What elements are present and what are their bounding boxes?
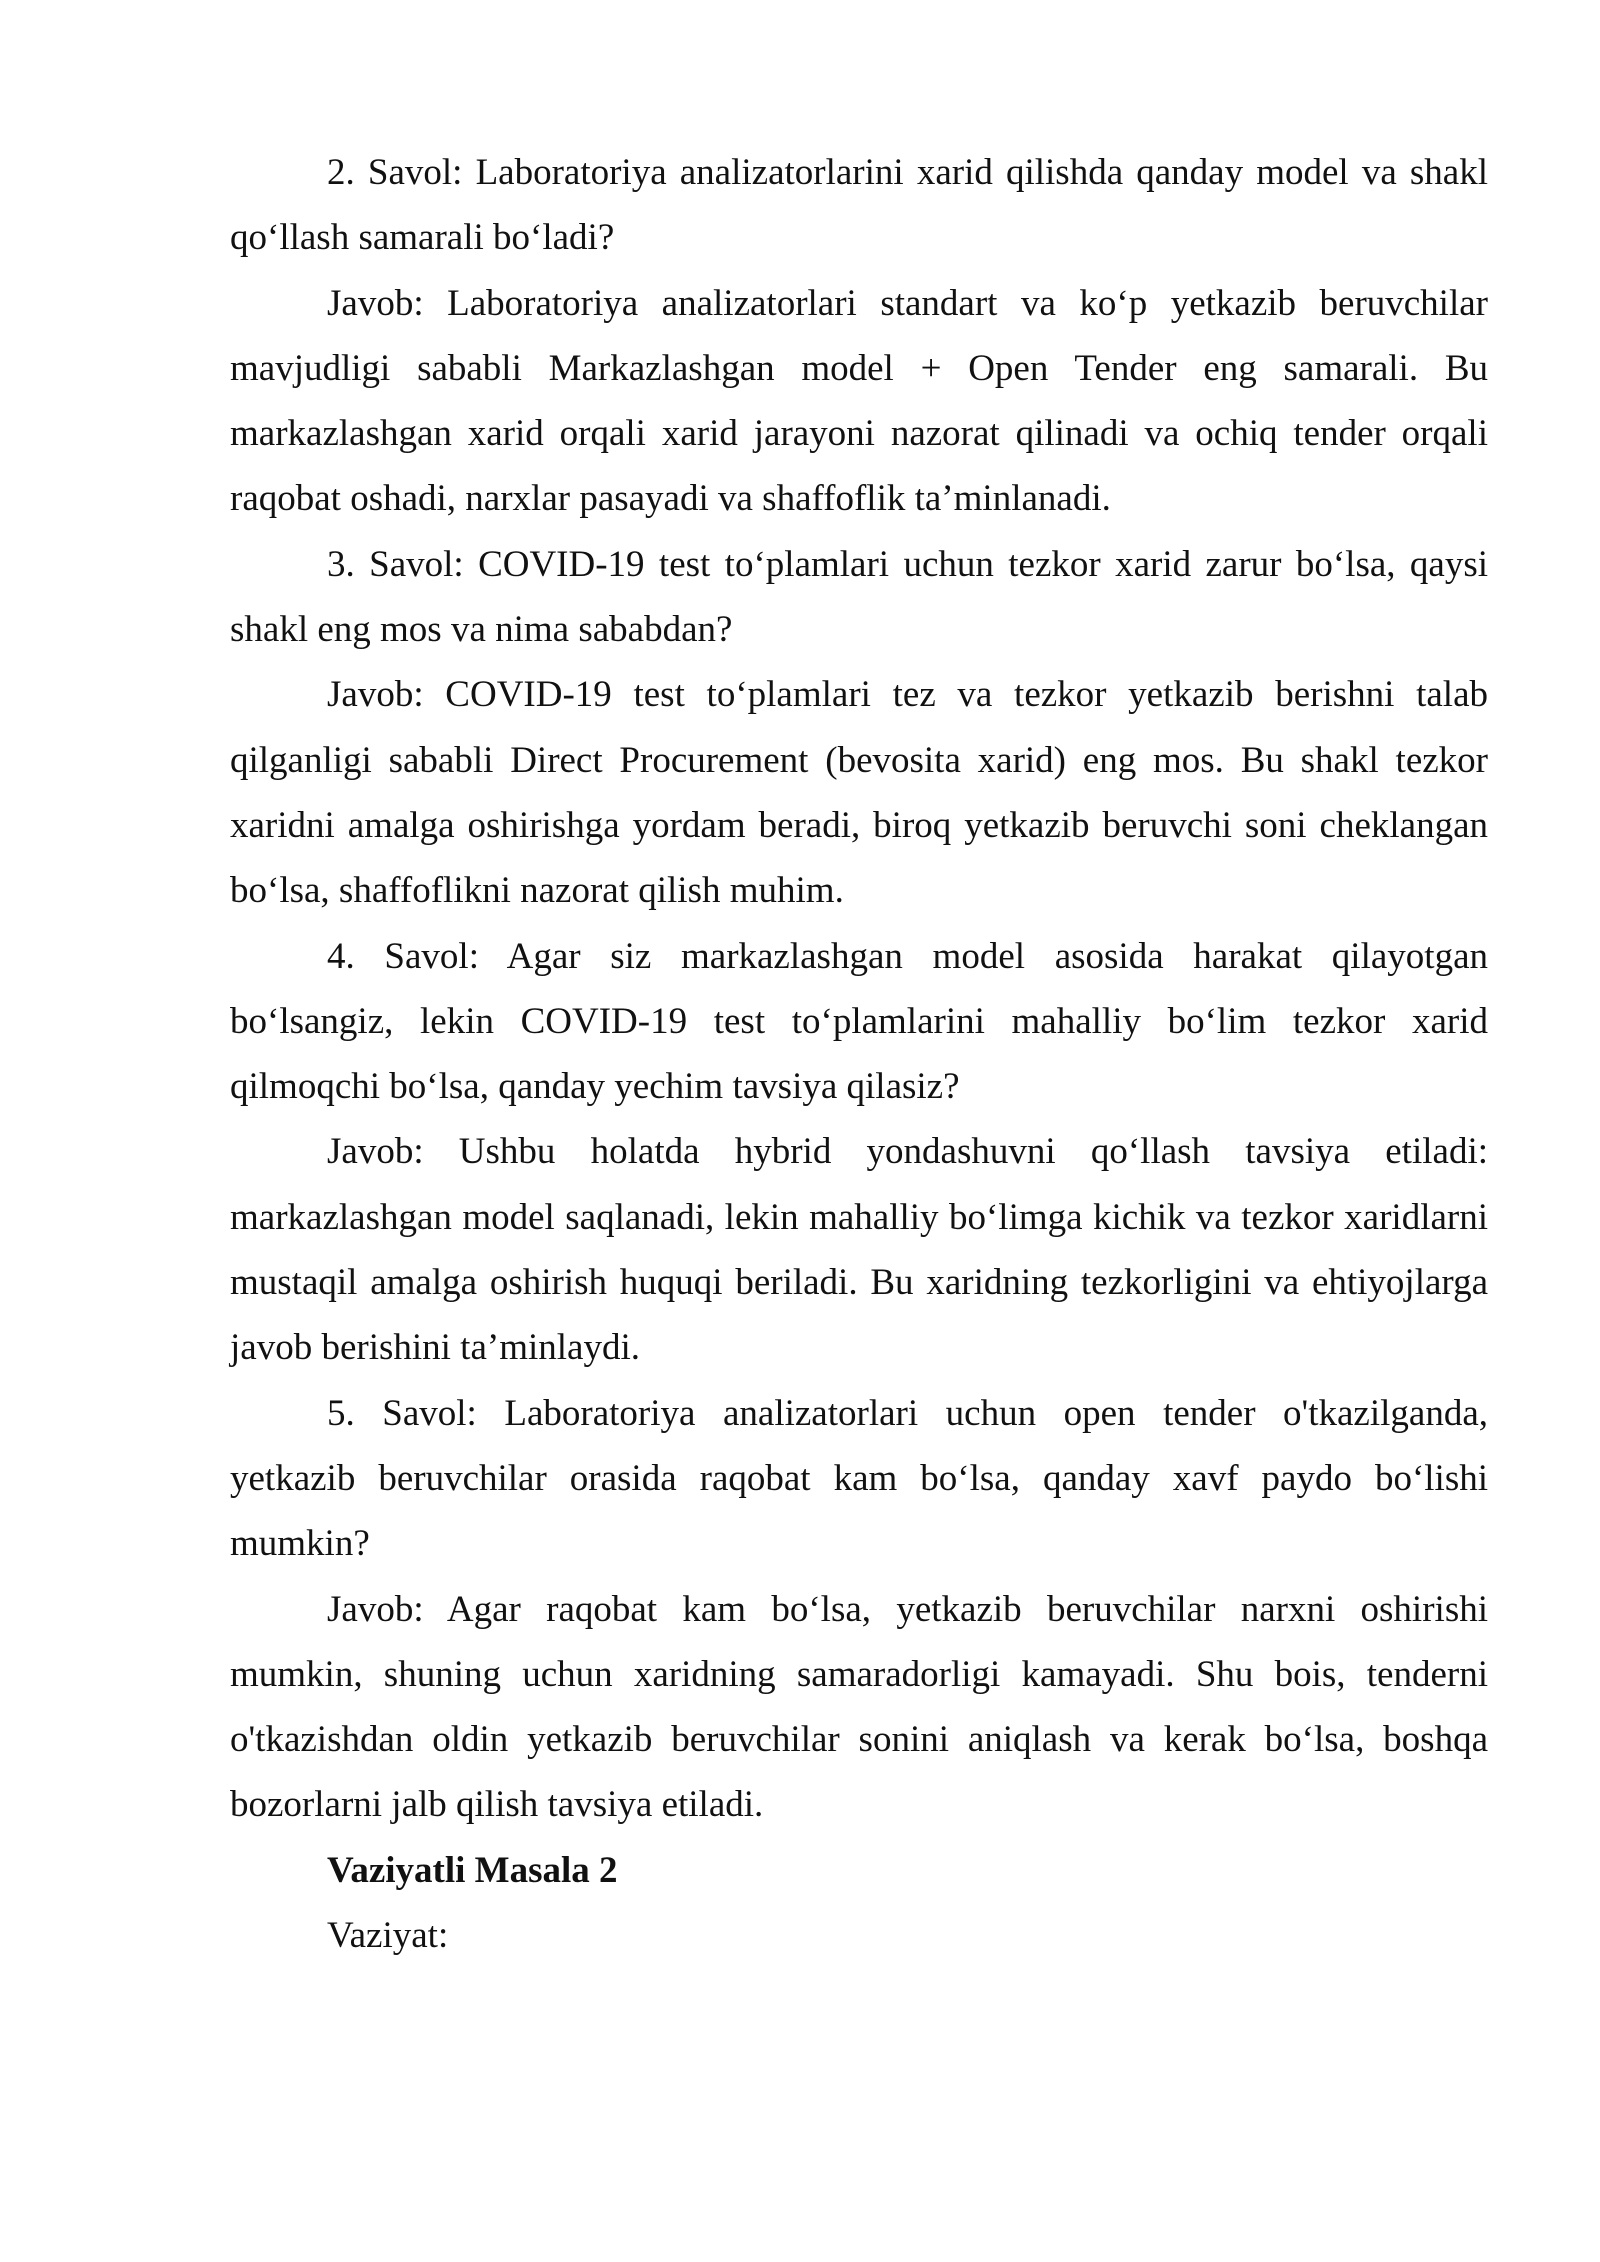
question-3: 3. Savol: COVID-19 test to‘plamlari uchun tezkor xarid zarur bo‘lsa, qaysi shakl eng mos va nima sababdan? bbox=[230, 543, 1488, 651]
answer-2: Javob: Laboratoriya analizatorlari standart va ko‘p yetkazib beruvchilar mavjudligi sababli Markazlashgan model + Open Tender eng samarali. Bu markazlashgan xarid orqali xarid jarayoni nazorat qilinadi va ochiq tender orqali raqobat oshadi, narxlar pasayadi va shaffoflik ta’minlanadi. bbox=[230, 282, 1488, 520]
situation-label: Vaziyat: bbox=[327, 1915, 449, 1957]
question-2: 2. Savol: Laboratoriya analizatorlarini xarid qilishda qanday model va shakl qo‘llash samarali bo‘ladi? bbox=[230, 152, 1488, 259]
answer-5: Javob: Agar raqobat kam bo‘lsa, yetkazib beruvchilar narxni oshirishi mumkin, shuning uchun xaridning samaradorligi kamayadi. Shu bois, tenderni o'tkazishdan oldin yetkazib beruvchilar sonini aniqlash va kerak bo‘lsa, boshqa bozorlarni jalb qilish tavsiya etiladi. bbox=[230, 1588, 1488, 1826]
question-4: 4. Savol: Agar siz markazlashgan model asosida harakat qilayotgan bo‘lsangiz, lekin COVID-19 test to‘plamlarini mahalliy bo‘lim tezkor xarid qilmoqchi bo‘lsa, qanday yechim tavsiya qilasiz? bbox=[230, 935, 1488, 1108]
document-page bbox=[230, 140, 1488, 1968]
section-heading: Vaziyatli Masala 2 bbox=[327, 1849, 618, 1891]
answer-4: Javob: Ushbu holatda hybrid yondashuvni qo‘llash tavsiya etiladi: markazlashgan model saqlanadi, lekin mahalliy bo‘limga kichik va tezkor xaridlarni mustaqil amalga oshirish huquqi beriladi. Bu xaridning tezkorligini va ehtiyojlarga javob berishini ta’minlaydi. bbox=[230, 1131, 1488, 1369]
question-5: 5. Savol: Laboratoriya analizatorlari uchun open tender o'tkazilganda, yetkazib beruvchilar orasida raqobat kam bo‘lsa, qanday xavf paydo bo‘lishi mumkin? bbox=[230, 1392, 1488, 1565]
answer-3: Javob: COVID-19 test to‘plamlari tez va tezkor yetkazib berishni talab qilganligi sababli Direct Procurement (bevosita xarid) eng mos. Bu shakl tezkor xaridni amalga oshirishga yordam beradi, biroq yetkazib beruvchi soni cheklangan bo‘lsa, shaffoflikni nazorat qilish muhim. bbox=[230, 674, 1488, 912]
